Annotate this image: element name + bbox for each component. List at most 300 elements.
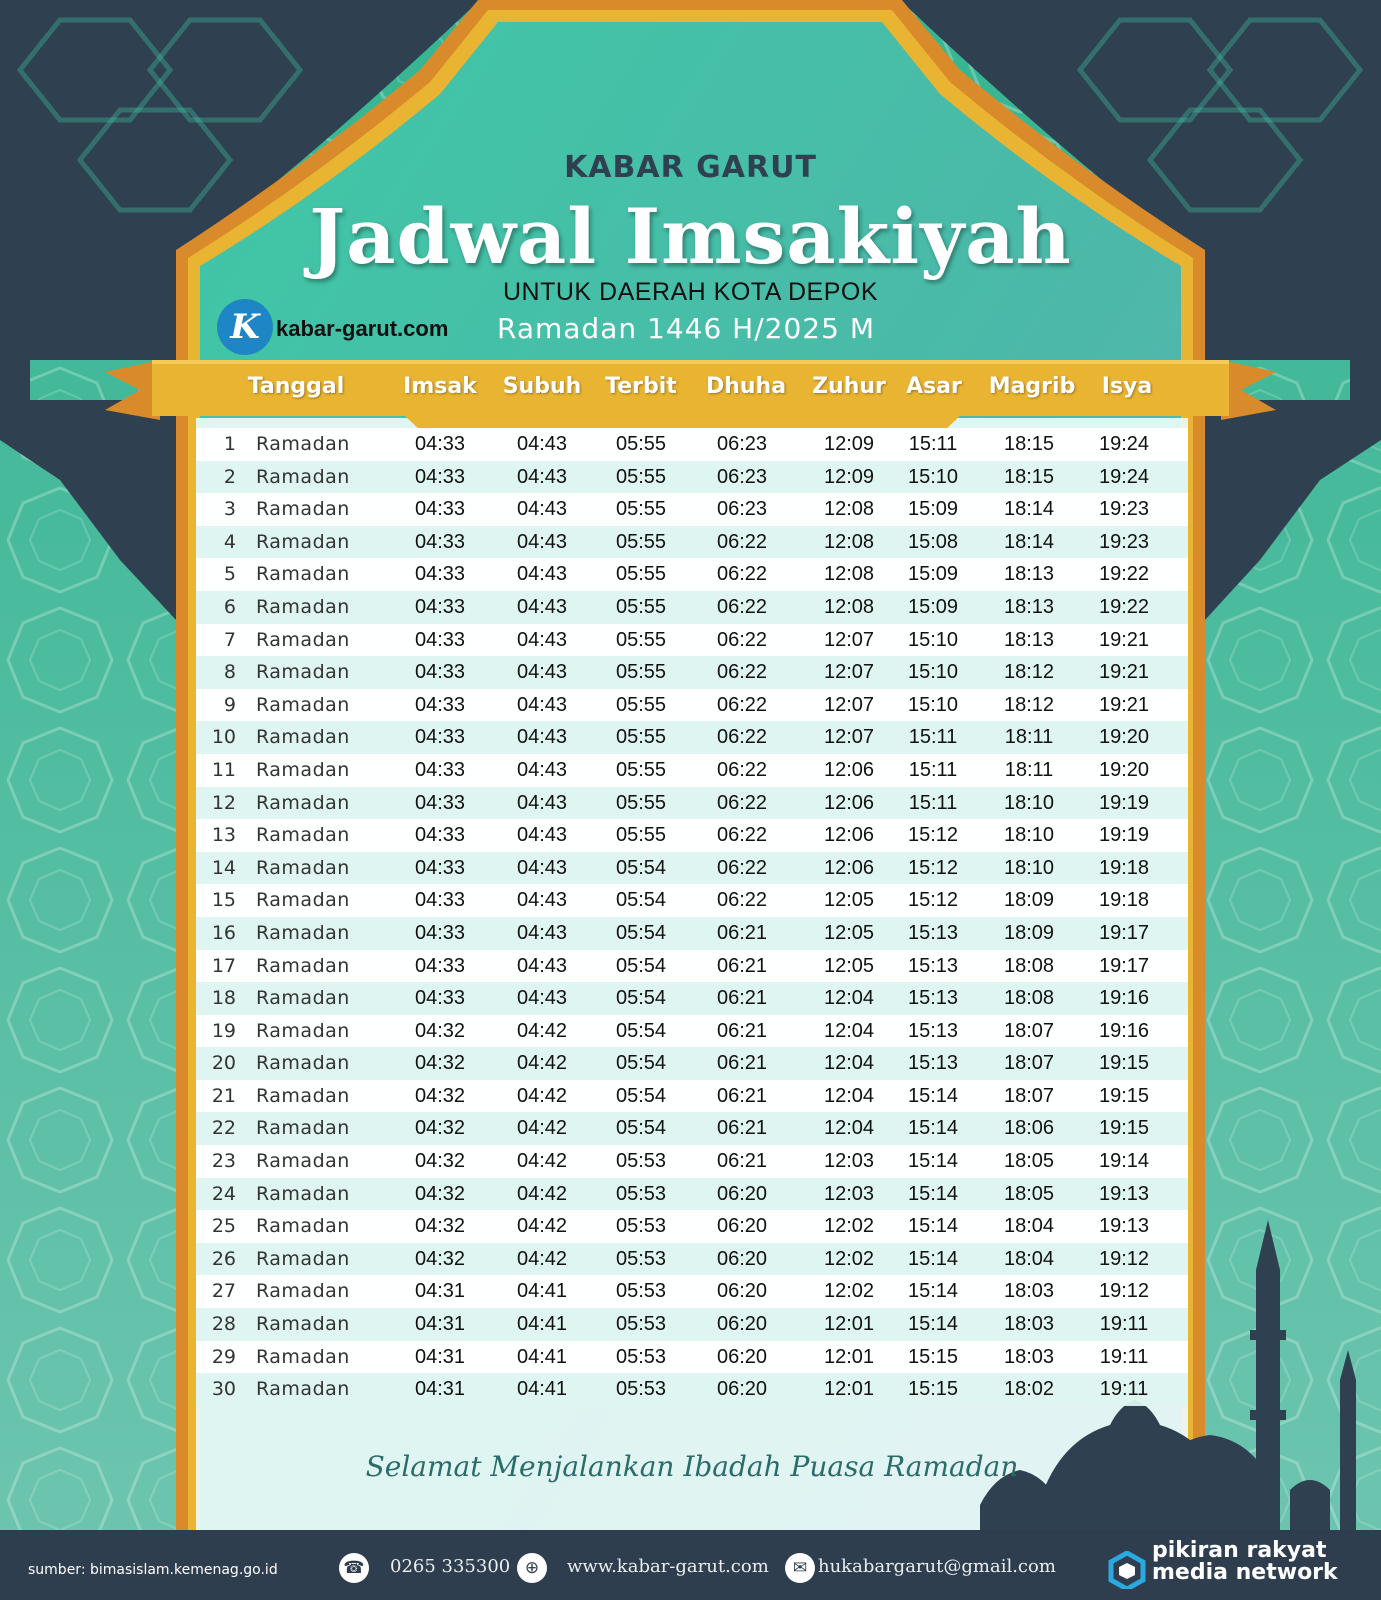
row-day: 17	[211, 954, 236, 977]
cell-magrib: 18:13	[1003, 628, 1055, 651]
cell-zuhur: 12:06	[823, 758, 875, 781]
cell-imsak: 04:33	[414, 465, 466, 488]
cell-terbit: 05:54	[615, 856, 667, 879]
cell-magrib: 18:07	[1003, 1019, 1055, 1042]
cell-asar: 15:13	[907, 921, 959, 944]
table-row	[196, 884, 1188, 917]
cell-zuhur: 12:04	[823, 987, 875, 1010]
cell-subuh: 04:43	[516, 856, 568, 879]
cell-isya: 19:15	[1098, 1052, 1150, 1075]
cell-subuh: 04:42	[516, 1215, 568, 1238]
row-month: Ramadan	[256, 693, 350, 716]
cell-magrib: 18:13	[1003, 595, 1055, 618]
cell-zuhur: 12:03	[823, 1150, 875, 1173]
cell-imsak: 04:33	[414, 758, 466, 781]
kabar-garut-logo: K	[217, 299, 273, 355]
cell-terbit: 05:55	[615, 563, 667, 586]
col-imsak: Imsak	[403, 374, 477, 399]
col-dhuha: Dhuha	[705, 374, 787, 399]
row-month: Ramadan	[256, 628, 350, 651]
cell-isya: 19:15	[1098, 1117, 1150, 1140]
row-day: 2	[223, 465, 236, 488]
row-day: 30	[211, 1378, 236, 1401]
row-month: Ramadan	[256, 1280, 350, 1303]
row-day: 3	[223, 498, 236, 521]
cell-imsak: 04:33	[414, 921, 466, 944]
cell-magrib: 18:06	[1003, 1117, 1055, 1140]
cell-imsak: 04:33	[414, 987, 466, 1010]
cell-zuhur: 12:04	[823, 1117, 875, 1140]
cell-zuhur: 12:04	[823, 1052, 875, 1075]
cell-asar: 15:11	[908, 758, 958, 781]
row-day: 10	[211, 726, 236, 749]
cell-isya: 19:23	[1098, 530, 1150, 553]
cell-magrib: 18:14	[1003, 498, 1055, 521]
row-day: 28	[211, 1313, 236, 1336]
cell-zuhur: 12:08	[823, 563, 875, 586]
cell-subuh: 04:43	[516, 465, 568, 488]
cell-asar: 15:12	[907, 889, 959, 912]
cell-isya: 19:17	[1098, 954, 1150, 977]
cell-imsak: 04:32	[414, 1247, 466, 1270]
cell-zuhur: 12:07	[823, 693, 875, 716]
cell-subuh: 04:41	[516, 1345, 568, 1368]
cell-zuhur: 12:08	[823, 595, 875, 618]
cell-terbit: 05:53	[615, 1247, 667, 1270]
table-row	[196, 1341, 1188, 1374]
cell-isya: 19:16	[1098, 1019, 1150, 1042]
cell-imsak: 04:33	[414, 595, 466, 618]
row-day: 20	[211, 1052, 236, 1075]
cell-isya: 19:18	[1098, 856, 1150, 879]
table-row	[196, 558, 1188, 591]
phone-icon: ☎	[339, 1553, 369, 1583]
cell-terbit: 05:55	[615, 530, 667, 553]
cell-isya: 19:11	[1099, 1345, 1149, 1368]
cell-terbit: 05:55	[615, 758, 667, 781]
table-row	[196, 689, 1188, 722]
cell-asar: 15:11	[908, 791, 958, 814]
cell-asar: 15:14	[907, 1280, 959, 1303]
cell-isya: 19:20	[1098, 726, 1150, 749]
cell-terbit: 05:55	[615, 661, 667, 684]
row-day: 6	[223, 595, 236, 618]
table-row	[196, 656, 1188, 689]
cell-isya: 19:15	[1098, 1084, 1150, 1107]
pikiran-rakyat-logo	[1108, 1551, 1146, 1589]
cell-imsak: 04:33	[414, 498, 466, 521]
cell-magrib: 18:07	[1003, 1084, 1055, 1107]
cell-dhuha: 06:20	[716, 1280, 768, 1303]
cell-dhuha: 06:22	[716, 856, 768, 879]
cell-isya: 19:21	[1098, 661, 1150, 684]
cell-dhuha: 06:22	[716, 889, 768, 912]
network-line-1: pikiran rakyat	[1152, 1538, 1327, 1563]
cell-terbit: 05:53	[615, 1280, 667, 1303]
cell-dhuha: 06:22	[716, 628, 768, 651]
cell-imsak: 04:33	[414, 856, 466, 879]
row-day: 7	[223, 628, 236, 651]
cell-terbit: 05:55	[615, 693, 667, 716]
cell-imsak: 04:32	[414, 1117, 466, 1140]
cell-asar: 15:15	[907, 1378, 959, 1401]
row-month: Ramadan	[256, 1084, 350, 1107]
cell-terbit: 05:53	[615, 1313, 667, 1336]
cell-imsak: 04:32	[414, 1150, 466, 1173]
cell-imsak: 04:31	[414, 1345, 466, 1368]
table-row	[196, 950, 1188, 983]
col-asar: Asar	[906, 374, 962, 399]
cell-dhuha: 06:20	[716, 1247, 768, 1270]
cell-zuhur: 12:06	[823, 856, 875, 879]
cell-zuhur: 12:01	[823, 1378, 875, 1401]
cell-isya: 19:16	[1098, 987, 1150, 1010]
cell-dhuha: 06:20	[716, 1378, 768, 1401]
table-header	[0, 372, 1381, 416]
cell-subuh: 04:41	[516, 1280, 568, 1303]
cell-isya: 19:18	[1098, 889, 1150, 912]
cell-terbit: 05:55	[615, 498, 667, 521]
row-month: Ramadan	[256, 1378, 350, 1401]
cell-subuh: 04:42	[516, 1182, 568, 1205]
table-row	[196, 787, 1188, 820]
cell-dhuha: 06:21	[716, 1150, 768, 1173]
cell-asar: 15:10	[907, 628, 959, 651]
cell-magrib: 18:10	[1003, 791, 1055, 814]
cell-imsak: 04:33	[414, 726, 466, 749]
table-row	[196, 461, 1188, 494]
cell-subuh: 04:43	[516, 693, 568, 716]
row-month: Ramadan	[256, 595, 350, 618]
website-link[interactable]: www.kabar-garut.com	[567, 1556, 769, 1577]
cell-isya: 19:13	[1098, 1182, 1150, 1205]
cell-magrib: 18:12	[1003, 693, 1055, 716]
row-month: Ramadan	[256, 1345, 350, 1368]
cell-imsak: 04:31	[414, 1280, 466, 1303]
cell-dhuha: 06:21	[716, 921, 768, 944]
cell-asar: 15:08	[907, 530, 959, 553]
cell-asar: 15:12	[907, 856, 959, 879]
cell-terbit: 05:54	[615, 889, 667, 912]
row-month: Ramadan	[256, 726, 350, 749]
cell-zuhur: 12:06	[823, 824, 875, 847]
row-day: 5	[223, 563, 236, 586]
cell-zuhur: 12:05	[823, 954, 875, 977]
cell-zuhur: 12:08	[823, 530, 875, 553]
cell-isya: 19:19	[1098, 824, 1150, 847]
cell-magrib: 18:09	[1003, 921, 1055, 944]
mail-icon: ✉	[785, 1553, 815, 1583]
row-day: 13	[211, 824, 236, 847]
row-month: Ramadan	[256, 1215, 350, 1238]
website-label[interactable]: kabar-garut.com	[276, 316, 449, 341]
cell-zuhur: 12:05	[823, 921, 875, 944]
network-name	[1152, 1540, 1338, 1584]
cell-imsak: 04:33	[414, 824, 466, 847]
cell-isya: 19:12	[1098, 1247, 1150, 1270]
cell-asar: 15:10	[907, 661, 959, 684]
cell-isya: 19:20	[1098, 758, 1150, 781]
cell-dhuha: 06:22	[716, 791, 768, 814]
row-day: 26	[211, 1247, 236, 1270]
row-day: 23	[211, 1150, 236, 1173]
cell-terbit: 05:54	[615, 1052, 667, 1075]
cell-subuh: 04:43	[516, 628, 568, 651]
cell-subuh: 04:43	[516, 433, 568, 455]
table-row	[196, 852, 1188, 885]
cell-terbit: 05:54	[615, 1019, 667, 1042]
cell-subuh: 04:42	[516, 1117, 568, 1140]
cell-subuh: 04:42	[516, 1052, 568, 1075]
cell-zuhur: 12:01	[823, 1345, 875, 1368]
cell-isya: 19:21	[1098, 628, 1150, 651]
cell-imsak: 04:32	[414, 1215, 466, 1238]
cell-zuhur: 12:07	[823, 726, 875, 749]
cell-asar: 15:14	[907, 1215, 959, 1238]
row-month: Ramadan	[256, 758, 350, 781]
cell-isya: 19:22	[1098, 595, 1150, 618]
row-month: Ramadan	[256, 987, 350, 1010]
cell-magrib: 18:05	[1003, 1182, 1055, 1205]
cell-imsak: 04:32	[414, 1019, 466, 1042]
cell-asar: 15:14	[907, 1313, 959, 1336]
cell-magrib: 18:12	[1003, 661, 1055, 684]
cell-terbit: 05:54	[615, 1117, 667, 1140]
cell-isya: 19:11	[1099, 1378, 1149, 1401]
cell-imsak: 04:33	[414, 954, 466, 977]
cell-zuhur: 12:07	[823, 661, 875, 684]
cell-subuh: 04:41	[516, 1378, 568, 1401]
region-subtitle: UNTUK DAERAH KOTA DEPOK	[503, 278, 878, 306]
cell-terbit: 05:53	[615, 1378, 667, 1401]
cell-isya: 19:17	[1098, 921, 1150, 944]
cell-dhuha: 06:21	[716, 1117, 768, 1140]
cell-imsak: 04:31	[414, 1378, 466, 1401]
row-month: Ramadan	[256, 856, 350, 879]
cell-dhuha: 06:22	[716, 595, 768, 618]
table-row	[196, 721, 1188, 754]
cell-terbit: 05:54	[615, 987, 667, 1010]
table-row	[196, 982, 1188, 1015]
table-row	[196, 591, 1188, 624]
cell-terbit: 05:53	[615, 1345, 667, 1368]
cell-isya: 19:22	[1098, 563, 1150, 586]
row-month: Ramadan	[256, 824, 350, 847]
cell-magrib: 18:08	[1003, 954, 1055, 977]
cell-isya: 19:12	[1098, 1280, 1150, 1303]
cell-dhuha: 06:22	[716, 758, 768, 781]
col-zuhur: Zuhur	[812, 374, 886, 399]
table-row	[196, 917, 1188, 950]
cell-isya: 19:11	[1099, 1313, 1149, 1336]
row-month: Ramadan	[256, 1182, 350, 1205]
cell-imsak: 04:32	[414, 1052, 466, 1075]
cell-imsak: 04:33	[414, 693, 466, 716]
cell-magrib: 18:04	[1003, 1215, 1055, 1238]
cell-subuh: 04:43	[516, 921, 568, 944]
cell-terbit: 05:55	[615, 595, 667, 618]
cell-magrib: 18:03	[1003, 1280, 1055, 1303]
cell-asar: 15:13	[907, 1052, 959, 1075]
table-row	[196, 428, 1188, 461]
table-row	[196, 1243, 1188, 1276]
row-month: Ramadan	[256, 1313, 350, 1336]
phone-number[interactable]: 0265 335300	[390, 1556, 511, 1577]
cell-magrib: 18:08	[1003, 987, 1055, 1010]
row-month: Ramadan	[256, 791, 350, 814]
cell-zuhur: 12:09	[823, 465, 875, 488]
cell-dhuha: 06:22	[716, 530, 768, 553]
cell-dhuha: 06:20	[716, 1215, 768, 1238]
cell-terbit: 05:55	[615, 465, 667, 488]
table-row	[196, 754, 1188, 787]
table-row	[196, 1047, 1188, 1080]
cell-imsak: 04:33	[414, 563, 466, 586]
cell-zuhur: 12:01	[823, 1313, 875, 1336]
cell-imsak: 04:33	[414, 433, 466, 455]
row-day: 19	[211, 1019, 236, 1042]
cell-asar: 15:13	[907, 987, 959, 1010]
row-day: 11	[211, 758, 236, 781]
globe-icon: ⊕	[517, 1553, 547, 1583]
cell-imsak: 04:33	[414, 628, 466, 651]
cell-zuhur: 12:03	[823, 1182, 875, 1205]
cell-imsak: 04:32	[414, 1182, 466, 1205]
cell-subuh: 04:43	[516, 758, 568, 781]
row-day: 27	[211, 1280, 236, 1303]
row-month: Ramadan	[256, 563, 350, 586]
cell-terbit: 05:54	[615, 954, 667, 977]
cell-magrib: 18:07	[1003, 1052, 1055, 1075]
row-day: 1	[223, 433, 236, 455]
cell-isya: 19:19	[1098, 791, 1150, 814]
row-day: 25	[211, 1215, 236, 1238]
cell-terbit: 05:53	[615, 1150, 667, 1173]
row-day: 18	[211, 987, 236, 1010]
row-month: Ramadan	[256, 1052, 350, 1075]
cell-magrib: 18:13	[1003, 563, 1055, 586]
cell-zuhur: 12:04	[823, 1084, 875, 1107]
cell-dhuha: 06:21	[716, 954, 768, 977]
cell-asar: 15:09	[907, 595, 959, 618]
table-row	[196, 1373, 1188, 1406]
col-magrib: Magrib	[988, 374, 1076, 399]
cell-asar: 15:10	[907, 465, 959, 488]
cell-dhuha: 06:22	[716, 824, 768, 847]
row-day: 21	[211, 1084, 236, 1107]
row-month: Ramadan	[256, 1150, 350, 1173]
cell-terbit: 05:55	[615, 791, 667, 814]
row-day: 4	[223, 530, 236, 553]
cell-asar: 15:14	[907, 1150, 959, 1173]
cell-imsak: 04:33	[414, 661, 466, 684]
row-month: Ramadan	[256, 465, 350, 488]
cell-terbit: 05:55	[615, 628, 667, 651]
cell-asar: 15:10	[907, 693, 959, 716]
cell-magrib: 18:03	[1003, 1345, 1055, 1368]
cell-magrib: 18:10	[1003, 824, 1055, 847]
cell-subuh: 04:43	[516, 595, 568, 618]
cell-magrib: 18:09	[1003, 889, 1055, 912]
cell-subuh: 04:43	[516, 726, 568, 749]
cell-magrib: 18:14	[1003, 530, 1055, 553]
cell-dhuha: 06:22	[716, 661, 768, 684]
row-month: Ramadan	[256, 530, 350, 553]
table-row	[196, 1178, 1188, 1211]
cell-subuh: 04:42	[516, 1150, 568, 1173]
cell-isya: 19:13	[1098, 1215, 1150, 1238]
cell-zuhur: 12:08	[823, 498, 875, 521]
cell-isya: 19:23	[1098, 498, 1150, 521]
cell-zuhur: 12:02	[823, 1247, 875, 1270]
row-month: Ramadan	[256, 661, 350, 684]
table-row	[196, 526, 1188, 559]
brand-name: KABAR GARUT	[564, 150, 817, 185]
cell-dhuha: 06:23	[716, 465, 768, 488]
cell-magrib: 18:15	[1003, 433, 1055, 455]
email-link[interactable]: hukabargarut@gmail.com	[818, 1556, 1056, 1577]
row-month: Ramadan	[256, 433, 350, 455]
col-terbit: Terbit	[605, 374, 677, 399]
cell-dhuha: 06:22	[716, 563, 768, 586]
cell-asar: 15:12	[907, 824, 959, 847]
table-row	[196, 1210, 1188, 1243]
cell-imsak: 04:31	[414, 1313, 466, 1336]
cell-magrib: 18:15	[1003, 465, 1055, 488]
cell-dhuha: 06:23	[716, 498, 768, 521]
cell-magrib: 18:10	[1003, 856, 1055, 879]
cell-zuhur: 12:09	[823, 433, 875, 455]
col-subuh: Subuh	[502, 374, 582, 399]
cell-dhuha: 06:23	[716, 433, 768, 455]
row-month: Ramadan	[256, 954, 350, 977]
table-row	[196, 1080, 1188, 1113]
row-month: Ramadan	[256, 1117, 350, 1140]
cell-terbit: 05:55	[615, 726, 667, 749]
cell-asar: 15:11	[908, 726, 958, 749]
cell-asar: 15:14	[907, 1117, 959, 1140]
cell-isya: 19:14	[1098, 1150, 1150, 1173]
row-month: Ramadan	[256, 889, 350, 912]
col-isya: Isya	[1101, 374, 1153, 399]
cell-subuh: 04:43	[516, 889, 568, 912]
schedule-table	[196, 428, 1188, 1406]
cell-terbit: 05:54	[615, 1084, 667, 1107]
table-row	[196, 1308, 1188, 1341]
row-day: 29	[211, 1345, 236, 1368]
cell-zuhur: 12:05	[823, 889, 875, 912]
cell-subuh: 04:43	[516, 498, 568, 521]
row-day: 9	[223, 693, 236, 716]
cell-subuh: 04:43	[516, 563, 568, 586]
cell-isya: 19:21	[1098, 693, 1150, 716]
row-day: 16	[211, 921, 236, 944]
cell-isya: 19:24	[1098, 465, 1150, 488]
cell-magrib: 18:11	[1004, 758, 1054, 781]
table-row	[196, 1145, 1188, 1178]
source-text: sumber: bimasislam.kemenag.go.id	[28, 1562, 278, 1578]
cell-asar: 15:13	[907, 1019, 959, 1042]
cell-subuh: 04:43	[516, 791, 568, 814]
cell-asar: 15:09	[907, 563, 959, 586]
row-day: 24	[211, 1182, 236, 1205]
row-month: Ramadan	[256, 921, 350, 944]
cell-terbit: 05:53	[615, 1215, 667, 1238]
cell-asar: 15:14	[907, 1084, 959, 1107]
cell-terbit: 05:54	[615, 921, 667, 944]
cell-dhuha: 06:21	[716, 1052, 768, 1075]
cell-dhuha: 06:21	[716, 1019, 768, 1042]
